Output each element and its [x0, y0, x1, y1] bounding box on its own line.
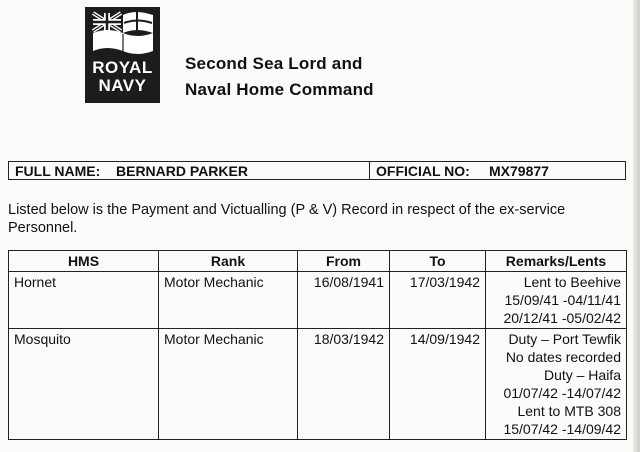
cell-from: 16/08/1941 — [298, 272, 390, 329]
flag-emblem-icon — [85, 7, 160, 59]
cell-to: 14/09/1942 — [390, 329, 486, 440]
column-header-from: From — [298, 251, 390, 272]
page-edge — [633, 0, 640, 452]
pv-record-table — [8, 250, 627, 440]
header-line-2: Naval Home Command — [185, 80, 374, 99]
remark-line: 20/12/41 -05/02/42 — [503, 310, 621, 326]
cell-remarks — [486, 329, 627, 440]
remark-line: Duty – Port Tewfik — [508, 331, 621, 347]
header-line-1: Second Sea Lord and — [185, 54, 363, 73]
remark-line: No dates recorded — [505, 349, 621, 365]
remark-line: 15/09/41 -04/11/41 — [504, 292, 621, 308]
table-header-row — [9, 251, 627, 272]
remark-line: Lent to Beehive — [523, 274, 621, 290]
cell-remarks — [486, 272, 627, 329]
column-header-remarks: Remarks/Lents — [486, 251, 627, 272]
logo-navy-text: NAVY — [98, 76, 147, 95]
official-no-value: MX79877 — [489, 163, 549, 179]
column-header-rank: Rank — [159, 251, 298, 272]
cell-hms: Mosquito — [9, 329, 159, 440]
official-no-label: OFFICIAL NO: — [376, 163, 470, 179]
cell-rank: Motor Mechanic — [159, 329, 298, 440]
table-row — [9, 329, 627, 440]
name-bar-divider — [369, 162, 370, 179]
remark-line: 01/07/42 -14/07/42 — [503, 385, 621, 401]
remark-line: Lent to MTB 308 — [517, 403, 621, 419]
cell-rank: Motor Mechanic — [159, 272, 298, 329]
intro-paragraph: Listed below is the Payment and Victualling (P & V) Record in respect of the ex-service Personnel. — [8, 202, 566, 236]
royal-navy-logo — [85, 7, 160, 103]
column-header-hms: HMS — [9, 251, 159, 272]
cell-to: 17/03/1942 — [390, 272, 486, 329]
logo-royal-text: ROYAL — [92, 58, 153, 77]
column-header-to: To — [390, 251, 486, 272]
full-name-label: FULL NAME: — [15, 163, 101, 179]
name-bar — [8, 161, 626, 180]
cell-from: 18/03/1942 — [298, 329, 390, 440]
remark-line: 15/07/42 -14/09/42 — [503, 421, 621, 437]
remark-line: Duty – Haifa — [543, 367, 621, 383]
cell-hms: Hornet — [9, 272, 159, 329]
table-row — [9, 272, 627, 329]
full-name-value: BERNARD PARKER — [116, 163, 248, 179]
